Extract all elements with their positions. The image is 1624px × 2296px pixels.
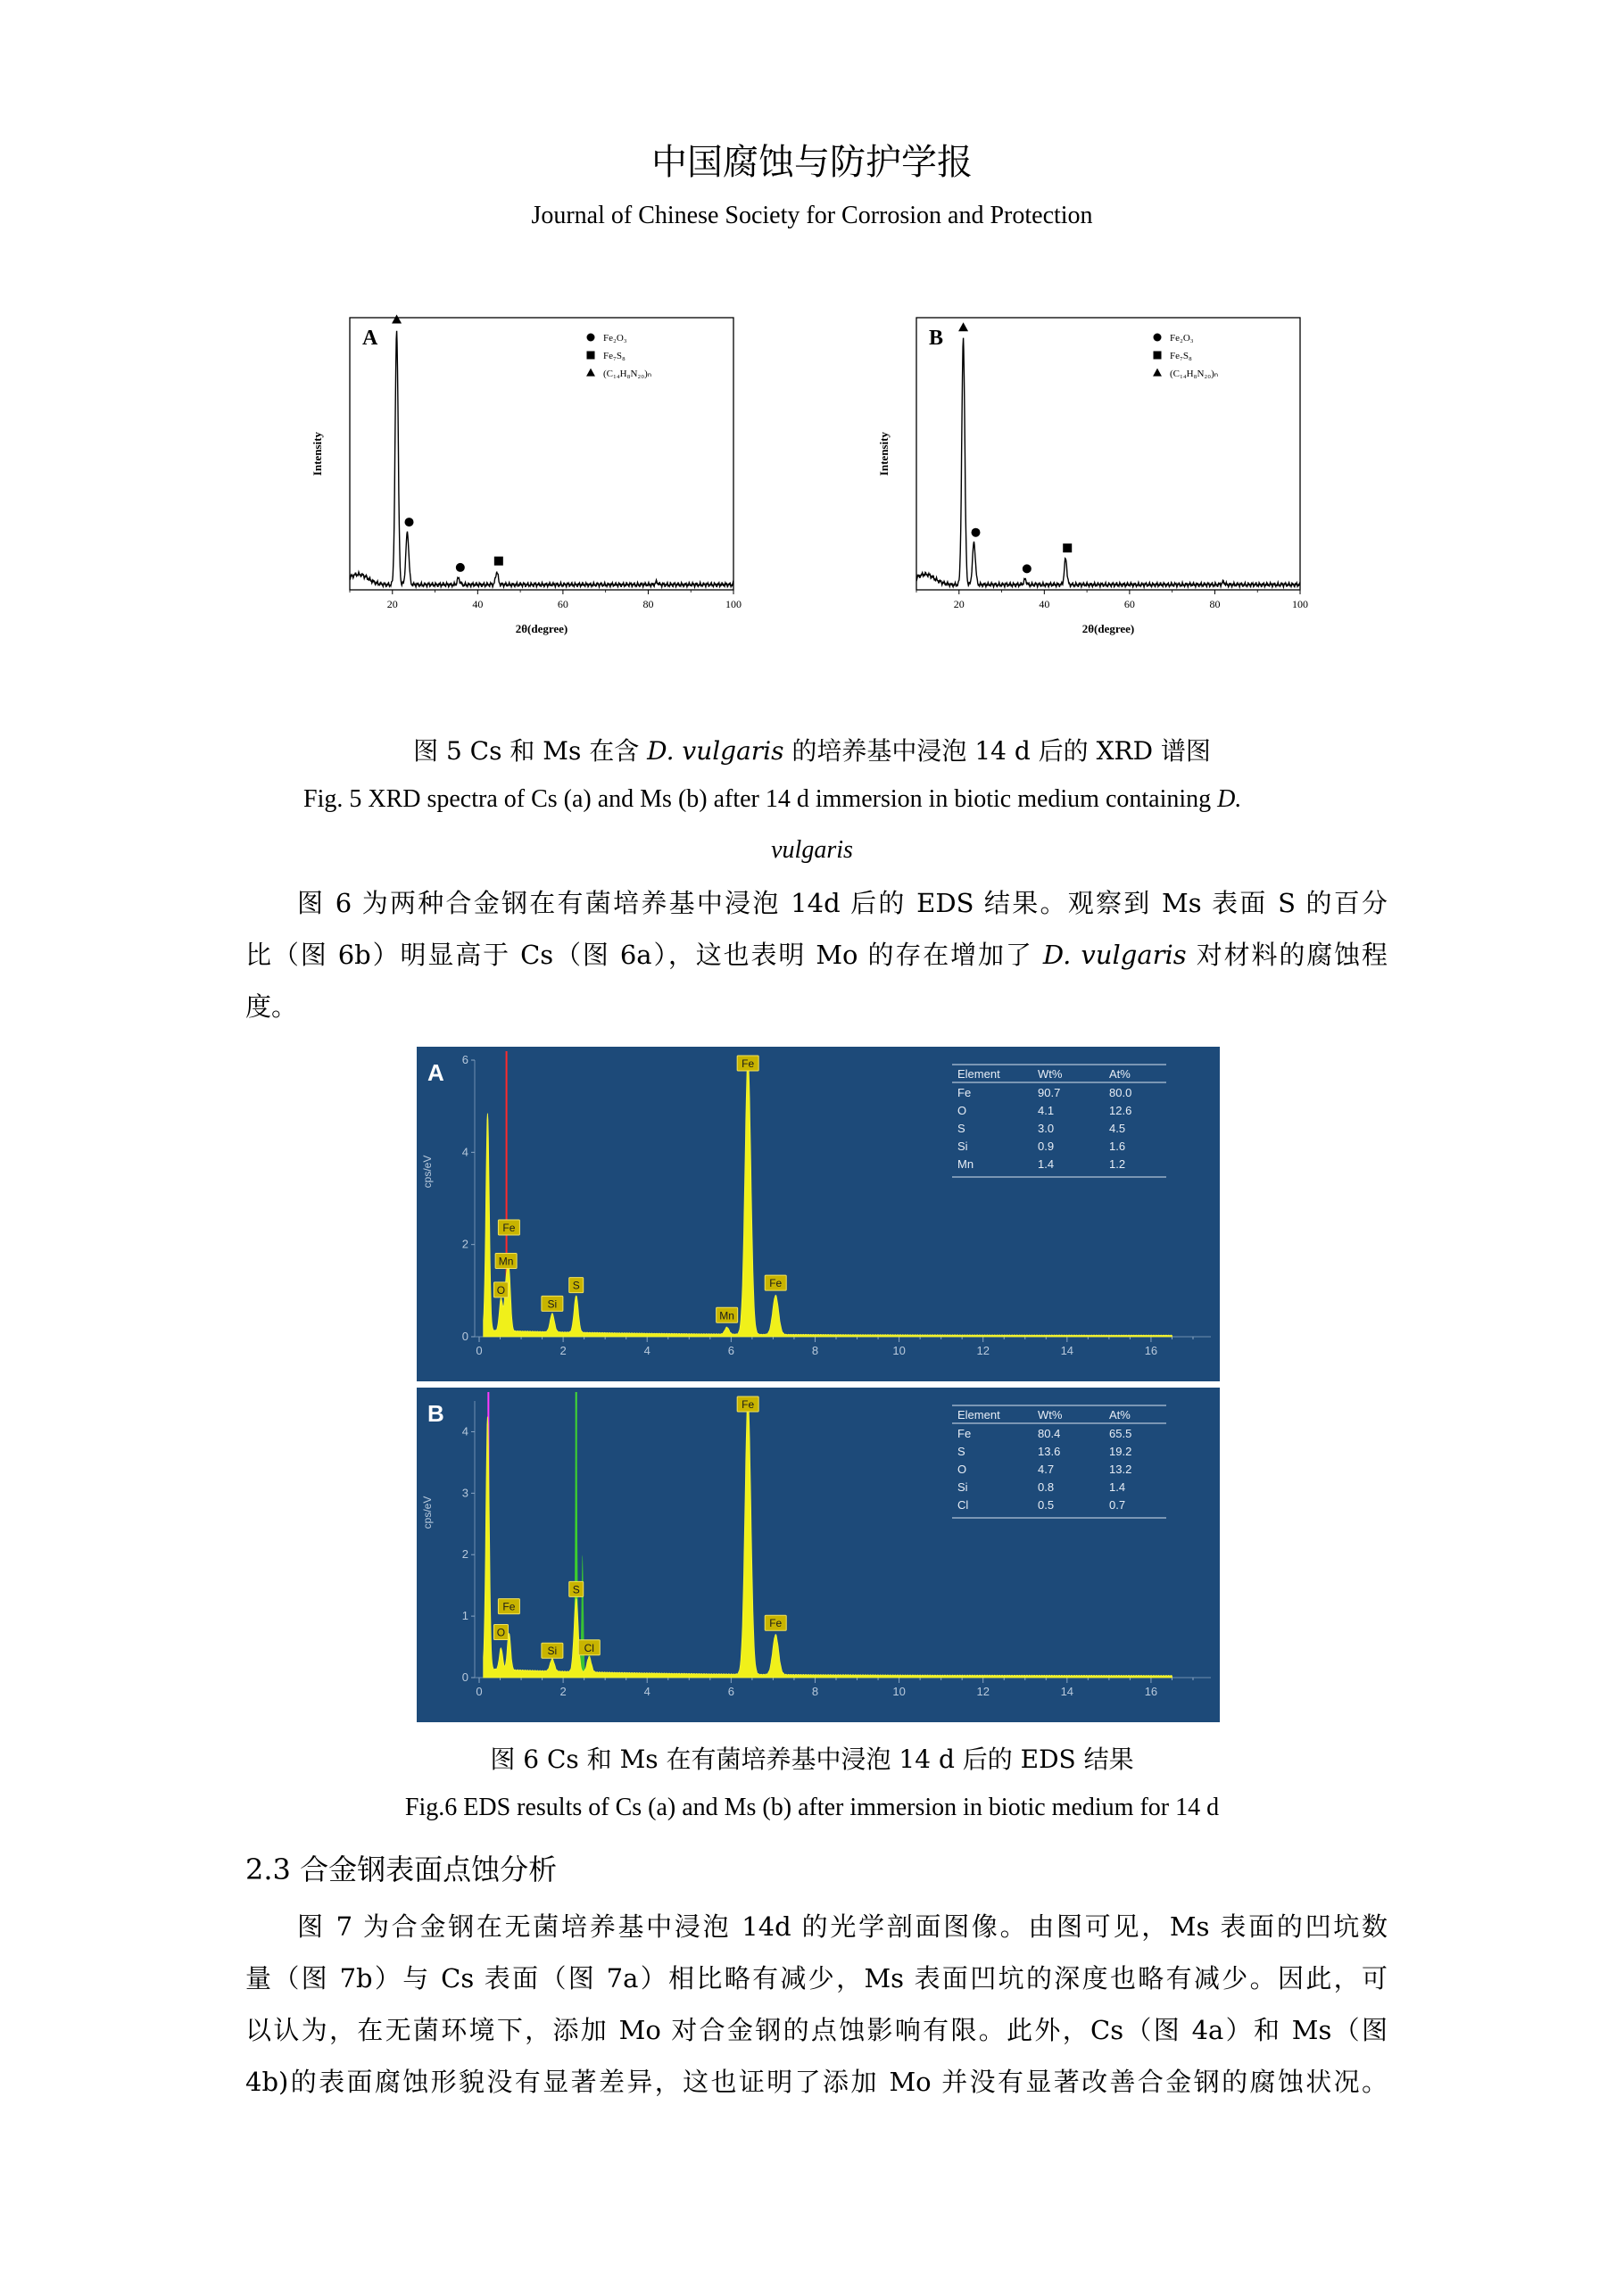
x-tick-label: 2 [559,1685,567,1698]
element-label: O [496,1283,506,1297]
peak-marker-square [1063,543,1072,552]
element-label: Fe [769,1277,783,1290]
table-cell: Si [957,1140,968,1153]
x-tick-label: 8 [811,1344,819,1357]
element-label: Mn [719,1309,734,1322]
panel-label: A [362,327,378,350]
element-label: Cl [584,1641,594,1654]
x-tick-label: 40 [472,598,484,610]
legend-square [587,352,595,360]
section-heading: 2.3 合金钢表面点蚀分析 [245,1853,558,1886]
table-header: At% [1109,1067,1131,1081]
table-cell: 4.7 [1038,1463,1055,1476]
peak-marker-triangle [958,322,968,331]
x-axis-label: 2θ(degree) [1081,622,1135,635]
x-tick-label: 12 [976,1344,990,1357]
y-axis-label: Intensity [311,431,324,477]
table-header: At% [1109,1408,1131,1422]
x-tick-label: 16 [1144,1685,1158,1698]
peak-marker-circle [456,563,465,572]
x-tick-label: 14 [1060,1344,1074,1357]
element-label: Fe [769,1617,783,1630]
panel-label: A [427,1059,444,1086]
table-cell: S [957,1122,965,1135]
table-cell: 90.7 [1038,1086,1061,1099]
fig6-caption-cn: 图 6 Cs 和 Ms 在有菌培养基中浸泡 14 d 后的 EDS 结果 [490,1745,1134,1774]
x-tick-label: 0 [476,1685,483,1698]
legend-label: Fe₇S₈ [603,351,626,361]
table-cell: Cl [957,1498,969,1512]
x-tick-label: 4 [643,1685,650,1698]
xrd-chart-b [870,311,1316,689]
x-tick-label: 40 [1039,598,1050,610]
fig5-caption-cn: 图 5 Cs 和 Ms 在含 D. vulgaris 的培养基中浸泡 14 d 后的 XRD 谱图 [413,736,1211,766]
fig5-caption-en-species: vulgaris [771,836,853,864]
journal-title-cn: 中国腐蚀与防护学报 [651,142,973,183]
plot-frame [916,318,1300,590]
table-cell: 13.2 [1109,1463,1132,1476]
legend-label: Fe₂O₃ [603,333,627,344]
y-tick-label: 6 [461,1053,468,1066]
eds-spectrum-a [417,1047,1220,1385]
table-cell: 12.6 [1109,1104,1132,1117]
x-tick-label: 6 [727,1685,734,1698]
x-tick-label: 10 [892,1685,906,1698]
paragraph-line: 比（图 6b）明显高于 Cs（图 6a），这也表明 Mo 的存在增加了 D. vulgaris 对材料的腐蚀程 [245,940,1388,970]
peak-marker-triangle [392,315,402,324]
y-axis-label: cps/eV [421,1496,434,1529]
table-cell: 1.4 [1038,1157,1055,1171]
fig6-caption-en: Fig.6 EDS results of Cs (a) and Ms (b) after immersion in biotic medium for 14 d [404,1794,1220,1821]
plot-frame [350,318,733,590]
paragraph-line: 度。 [245,991,298,1022]
element-label: Fe [742,1398,755,1411]
x-tick-label: 20 [386,598,398,610]
table-cell: 65.5 [1109,1427,1132,1440]
table-cell: Fe [957,1427,972,1440]
y-tick-label: 4 [461,1424,468,1438]
element-label: Si [547,1645,558,1658]
legend-label: Fe₇S₈ [1170,351,1192,361]
table-cell: O [957,1104,967,1117]
legend-label: (C₁₄H₈N₂₀)ₙ [603,369,652,379]
xrd-series-line [350,331,733,587]
y-axis-label: cps/eV [421,1155,434,1189]
table-cell: 4.5 [1109,1122,1126,1135]
x-tick-label: 100 [1292,598,1308,610]
element-label: Si [547,1297,558,1311]
x-tick-label: 0 [476,1344,483,1357]
fig5-caption-en: Fig. 5 XRD spectra of Cs (a) and Ms (b) after 14 d immersion in biotic medium containing D. [303,785,1242,813]
table-cell: Fe [957,1086,972,1099]
table-cell: S [957,1445,965,1458]
x-tick-label: 14 [1060,1685,1074,1698]
x-tick-label: 6 [727,1344,734,1357]
legend-triangle [1153,369,1162,377]
x-tick-label: 16 [1144,1344,1158,1357]
eds-spectrum-a-svg [417,1047,1220,1381]
table-cell: 3.0 [1038,1122,1055,1135]
paragraph-line: 图 6 为两种合金钢在有菌培养基中浸泡 14d 后的 EDS 结果。观察到 Ms 表面 S 的百分 [297,888,1388,918]
table-cell: 1.4 [1109,1480,1126,1494]
legend-circle [1154,334,1162,342]
element-label: S [572,1583,580,1596]
paragraph-line: 4b)的表面腐蚀形貌没有显著差异，这也证明了添加 Mo 并没有显著改善合金钢的腐蚀状况。 [245,2067,1388,2097]
element-label: S [572,1279,580,1292]
legend-circle [587,334,595,342]
peak-marker-circle [972,528,981,537]
table-cell: Si [957,1480,968,1494]
element-label: Fe [502,1600,516,1613]
paragraph-line: 图 7 为合金钢在无菌培养基中浸泡 14d 的光学剖面图像。由图可见，Ms 表面的凹坑数 [297,1911,1388,1942]
table-cell: 0.5 [1038,1498,1055,1512]
x-tick-label: 80 [1209,598,1221,610]
table-header: Element [957,1067,1000,1081]
y-tick-label: 2 [461,1547,468,1562]
x-tick-label: 100 [725,598,742,610]
xrd-chart-b-svg [870,311,1316,685]
paragraph-line: 量（图 7b）与 Cs 表面（图 7a）相比略有减少，Ms 表面凹坑的深度也略有减少。因此，可 [245,1963,1388,1993]
y-tick-label: 1 [461,1609,468,1623]
peak-marker-square [494,557,503,566]
table-cell: 0.8 [1038,1480,1055,1494]
legend-triangle [586,369,595,377]
y-tick-label: 0 [461,1330,468,1343]
legend-label: Fe₂O₃ [1170,333,1194,344]
eds-spectrum-b-svg [417,1388,1220,1722]
table-cell: 0.9 [1038,1140,1055,1153]
x-tick-label: 10 [892,1344,906,1357]
panel-label: B [427,1400,444,1427]
table-cell: 1.2 [1109,1157,1126,1171]
y-tick-label: 0 [461,1670,468,1684]
legend-label: (C₁₄H₈N₂₀)ₙ [1170,369,1219,379]
table-cell: 80.4 [1038,1427,1061,1440]
eds-spectrum-b [417,1388,1220,1726]
table-cell: 0.7 [1109,1498,1126,1512]
x-tick-label: 20 [953,598,965,610]
x-tick-label: 80 [642,598,654,610]
table-cell: 4.1 [1038,1104,1055,1117]
y-axis-label: Intensity [877,431,891,477]
panel-label: B [929,327,944,350]
legend-square [1154,352,1162,360]
table-header: Element [957,1408,1000,1422]
xrd-chart-a-svg [303,311,750,685]
peak-marker-circle [405,518,414,526]
table-header: Wt% [1038,1408,1063,1422]
xrd-series-line [916,338,1300,587]
x-axis-label: 2θ(degree) [515,622,568,635]
x-tick-label: 8 [811,1685,819,1698]
x-tick-label: 2 [559,1344,567,1357]
journal-title-en: Journal of Chinese Society for Corrosion and Protection [531,202,1093,229]
xrd-chart-a [303,311,750,689]
element-label: Fe [502,1222,516,1234]
table-cell: O [957,1463,967,1476]
paragraph-eds [245,877,1388,1032]
table-header: Wt% [1038,1067,1063,1081]
y-tick-label: 3 [461,1486,468,1500]
x-tick-label: 60 [557,598,568,610]
element-label: Fe [742,1057,755,1070]
peak-marker-circle [1023,564,1032,573]
table-cell: 1.6 [1109,1140,1126,1153]
y-tick-label: 4 [461,1145,468,1159]
element-label: O [496,1626,506,1639]
x-tick-label: 4 [643,1344,650,1357]
paragraph-line: 以认为，在无菌环境下，添加 Mo 对合金钢的点蚀影响有限。此外，Cs（图 4a）和 Ms（图 [245,2015,1388,2045]
x-tick-label: 60 [1123,598,1135,610]
table-cell: Mn [957,1157,974,1171]
table-cell: 80.0 [1109,1086,1132,1099]
table-cell: 19.2 [1109,1445,1132,1458]
y-tick-label: 2 [461,1237,468,1251]
paragraph-pitting [245,1901,1388,2108]
table-cell: 13.6 [1038,1445,1061,1458]
x-tick-label: 12 [976,1685,990,1698]
element-label: Mn [498,1255,514,1268]
